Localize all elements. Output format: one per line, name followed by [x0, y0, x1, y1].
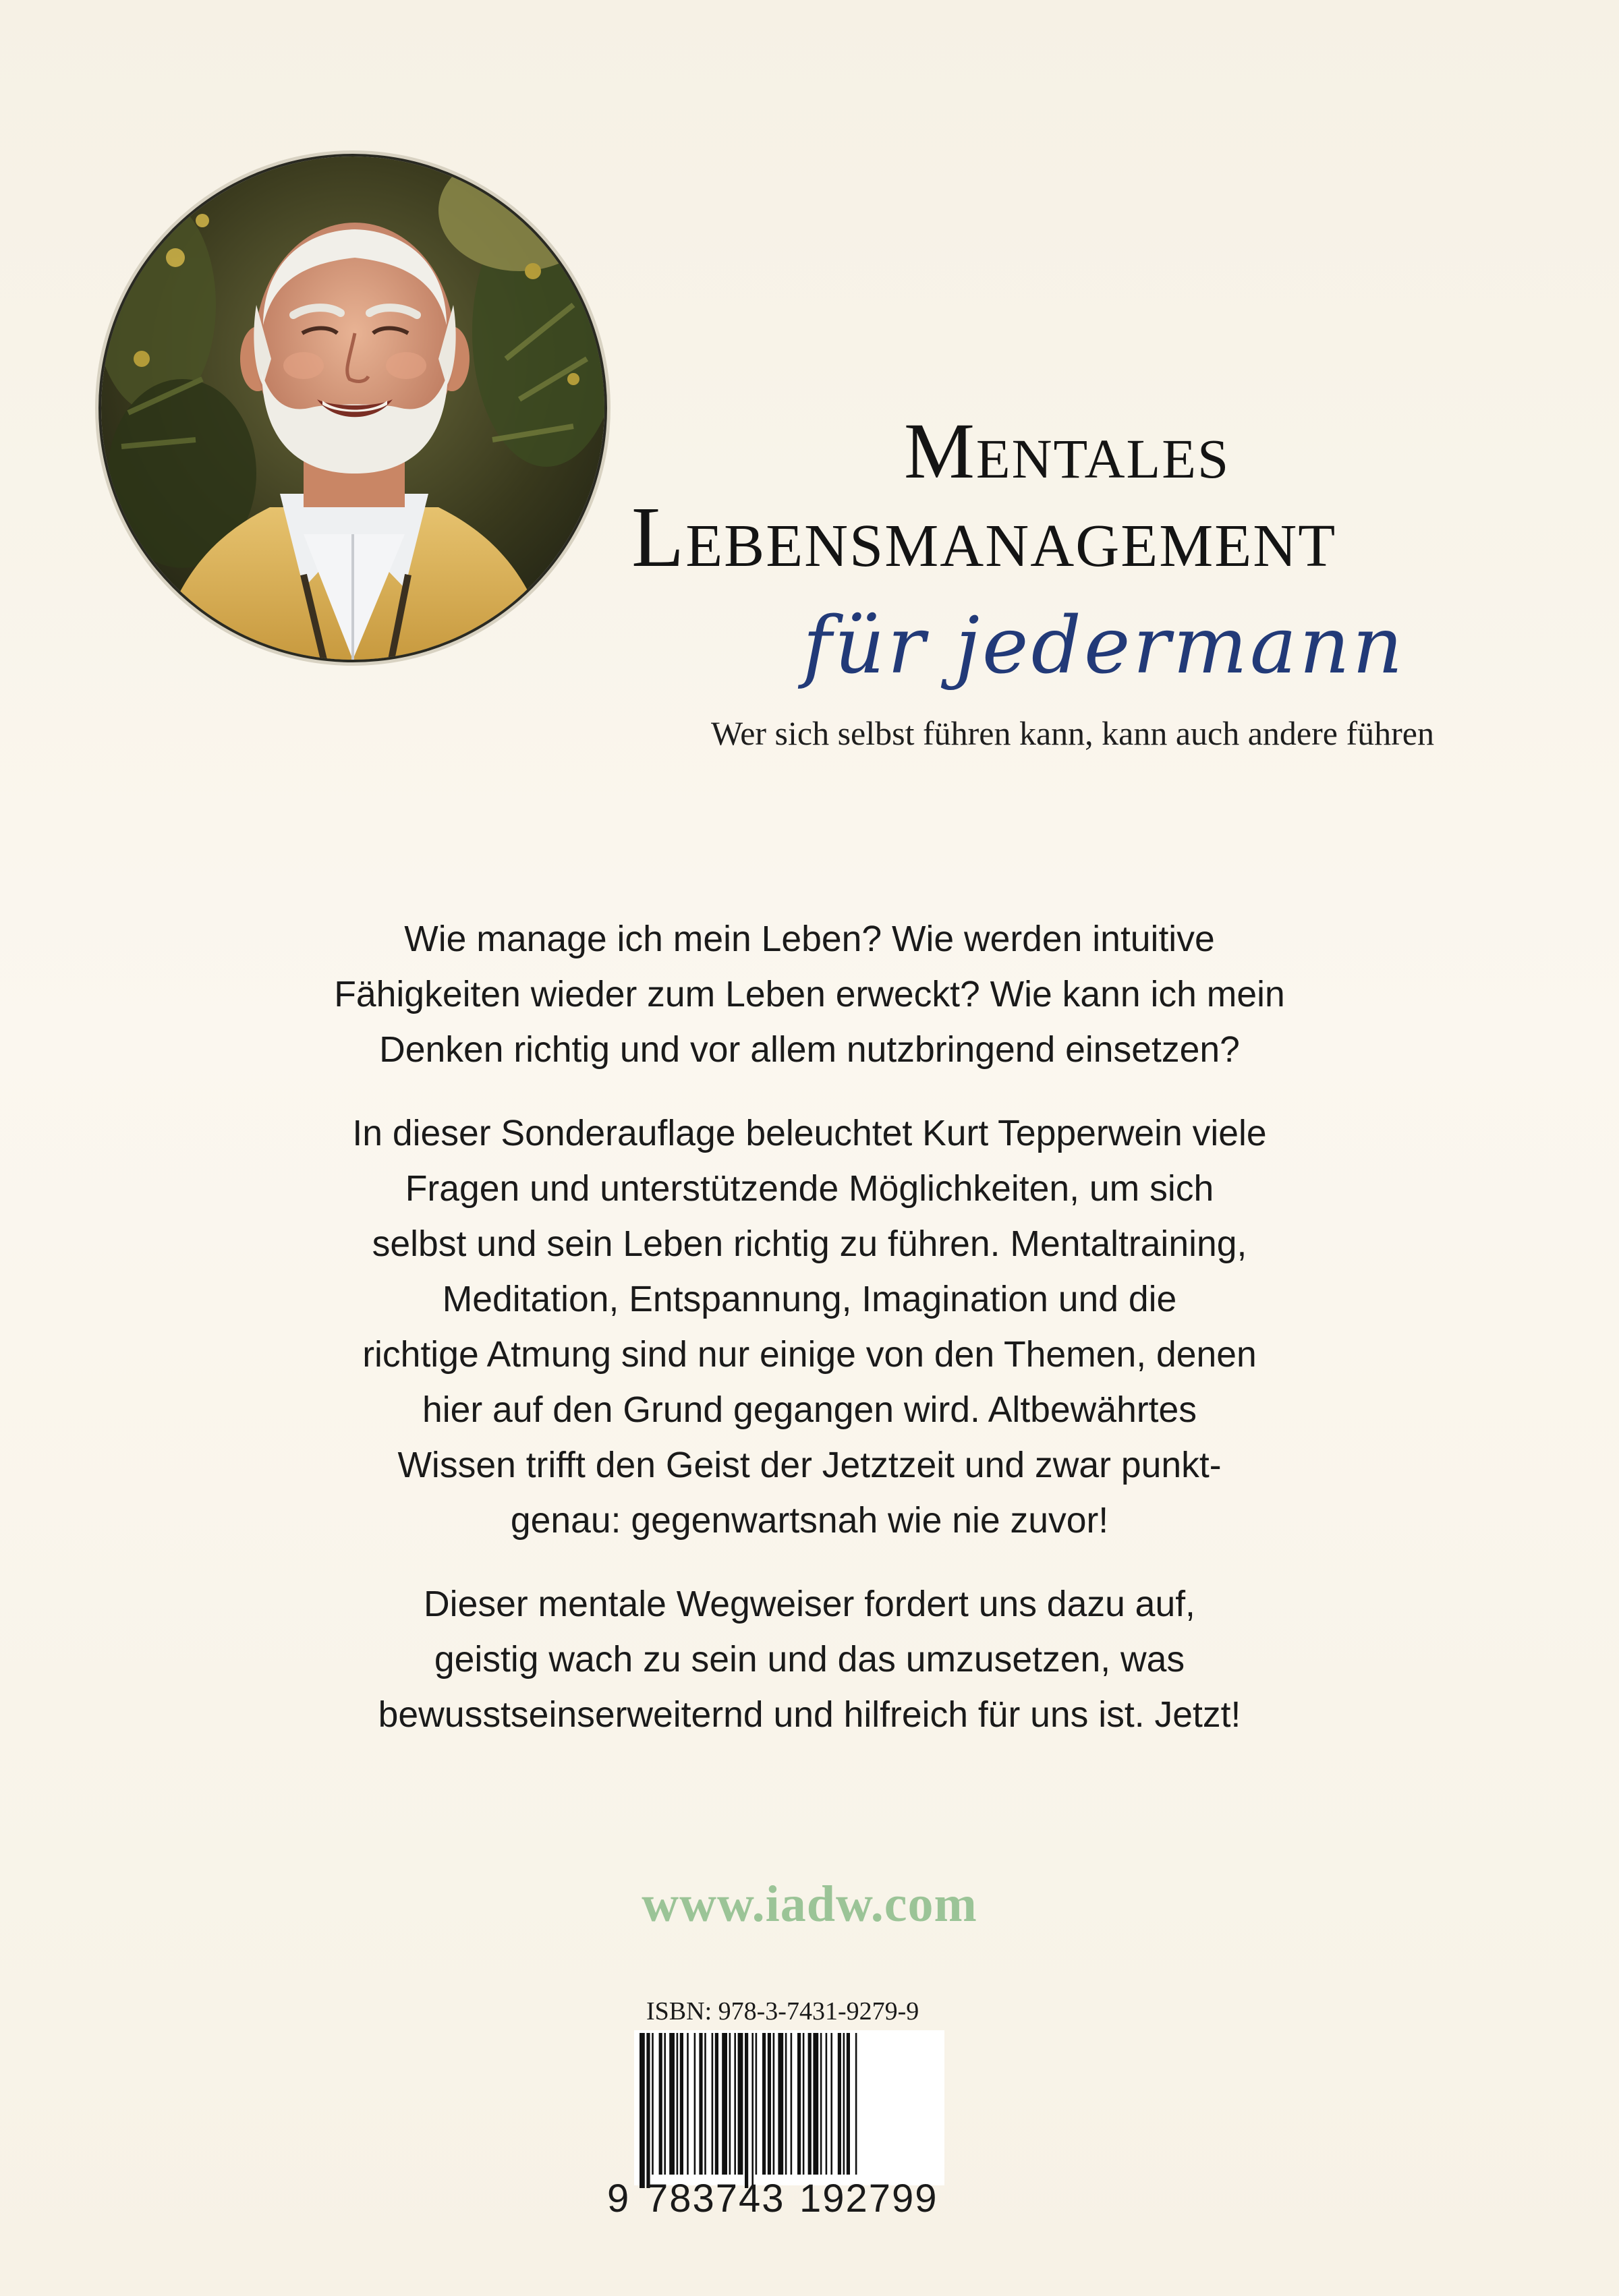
blurb-line: selbst und sein Leben richtig zu führen. Mentaltraining,: [372, 1224, 1247, 1264]
blurb-line: Wie manage ich mein Leben? Wie werden intuitive: [404, 919, 1215, 959]
blurb-line: richtige Atmung sind nur einige von den Themen, denen: [362, 1335, 1257, 1375]
barcode-digits-left: 783743: [646, 2177, 785, 2220]
blurb-paragraph-2: [243, 1106, 1376, 1549]
barcode-bar: [680, 2033, 683, 2175]
barcode-digits: [607, 2176, 958, 2223]
barcode-bar: [778, 2033, 783, 2175]
blurb-line: Fähigkeiten wieder zum Leben erweckt? Wie kann ich mein: [334, 975, 1285, 1014]
barcode-bar: [664, 2033, 666, 2175]
blurb-line: bewusstseinserweiternd und hilfreich für uns ist. Jetzt!: [378, 1695, 1241, 1735]
barcode-bar: [855, 2033, 857, 2175]
barcode-bar: [715, 2033, 718, 2175]
barcode-bar: [803, 2033, 805, 2175]
barcode-bar: [659, 2033, 662, 2175]
blurb-line: Meditation, Entspannung, Imagination und die: [442, 1280, 1177, 1319]
blurb-paragraph-3: [243, 1577, 1376, 1743]
barcode-bar: [712, 2033, 714, 2175]
book-title-line1: Mentales: [904, 407, 1230, 495]
barcode-bar: [751, 2033, 754, 2188]
barcode-bar: [699, 2033, 702, 2175]
blurb-line: Dieser mentale Wegweiser fordert uns dazu auf,: [424, 1584, 1195, 1624]
blurb-text: [243, 912, 1376, 1771]
barcode-bar: [738, 2033, 743, 2175]
barcode-bar: [640, 2033, 645, 2188]
barcode-bar: [797, 2033, 801, 2175]
blurb-line: Denken richtig und vor allem nutzbringend einsetzen?: [379, 1030, 1240, 1070]
website-link[interactable]: www.iadw.com: [642, 1876, 977, 1932]
barcode-bar: [762, 2033, 766, 2175]
barcode-bar: [677, 2033, 679, 2175]
barcode-bar: [722, 2033, 727, 2175]
barcode-bar: [669, 2033, 675, 2175]
barcode-bar: [785, 2033, 787, 2175]
barcode-digit-first: 9: [607, 2177, 629, 2220]
barcode-digits-right: 192799: [799, 2177, 938, 2220]
barcode-bar: [729, 2033, 731, 2175]
barcode-bar: [791, 2033, 793, 2175]
barcode-bar: [756, 2033, 758, 2175]
barcode-bar: [646, 2033, 650, 2188]
barcode-bar: [734, 2033, 736, 2175]
book-title-line2: Lebensmanagement: [631, 489, 1337, 585]
blurb-line: genau: gegenwartsnah wie nie zuvor!: [510, 1501, 1109, 1541]
blurb-line: geistig wach zu sein und das umzusetzen, was: [434, 1640, 1185, 1680]
barcode-bar: [813, 2033, 818, 2175]
book-title-script: für jedermann: [803, 600, 1406, 691]
barcode-bar: [838, 2033, 841, 2175]
barcode-bar: [847, 2033, 850, 2175]
blurb-line: Fragen und unterstützende Möglichkeiten, um sich: [405, 1169, 1214, 1209]
barcode-bar: [820, 2033, 822, 2175]
book-subtitle: Wer sich selbst führen kann, kann auch andere führen: [711, 714, 1434, 752]
blurb-paragraph-1: [243, 912, 1376, 1078]
barcode-bar: [694, 2033, 696, 2175]
blurb-line: Wissen trifft den Geist der Jetztzeit und zwar punkt-: [397, 1445, 1222, 1485]
barcode-bar: [768, 2033, 771, 2175]
barcode-bar: [830, 2033, 832, 2175]
barcode-bar: [843, 2033, 845, 2175]
barcode-bar: [745, 2033, 748, 2188]
barcode-bar: [773, 2033, 775, 2175]
blurb-line: hier auf den Grund gegangen wird. Altbewährtes: [422, 1390, 1197, 1430]
blurb-line: In dieser Sonderauflage beleuchtet Kurt Tepperwein viele: [352, 1114, 1267, 1153]
barcode-bar: [808, 2033, 812, 2175]
isbn-label: ISBN: 978-3-7431-9279-9: [646, 1997, 919, 2026]
author-portrait: [101, 156, 604, 660]
barcode-bar: [826, 2033, 828, 2175]
barcode-bar: [704, 2033, 706, 2175]
barcode-bar: [652, 2033, 654, 2175]
barcode-bar: [687, 2033, 689, 2175]
